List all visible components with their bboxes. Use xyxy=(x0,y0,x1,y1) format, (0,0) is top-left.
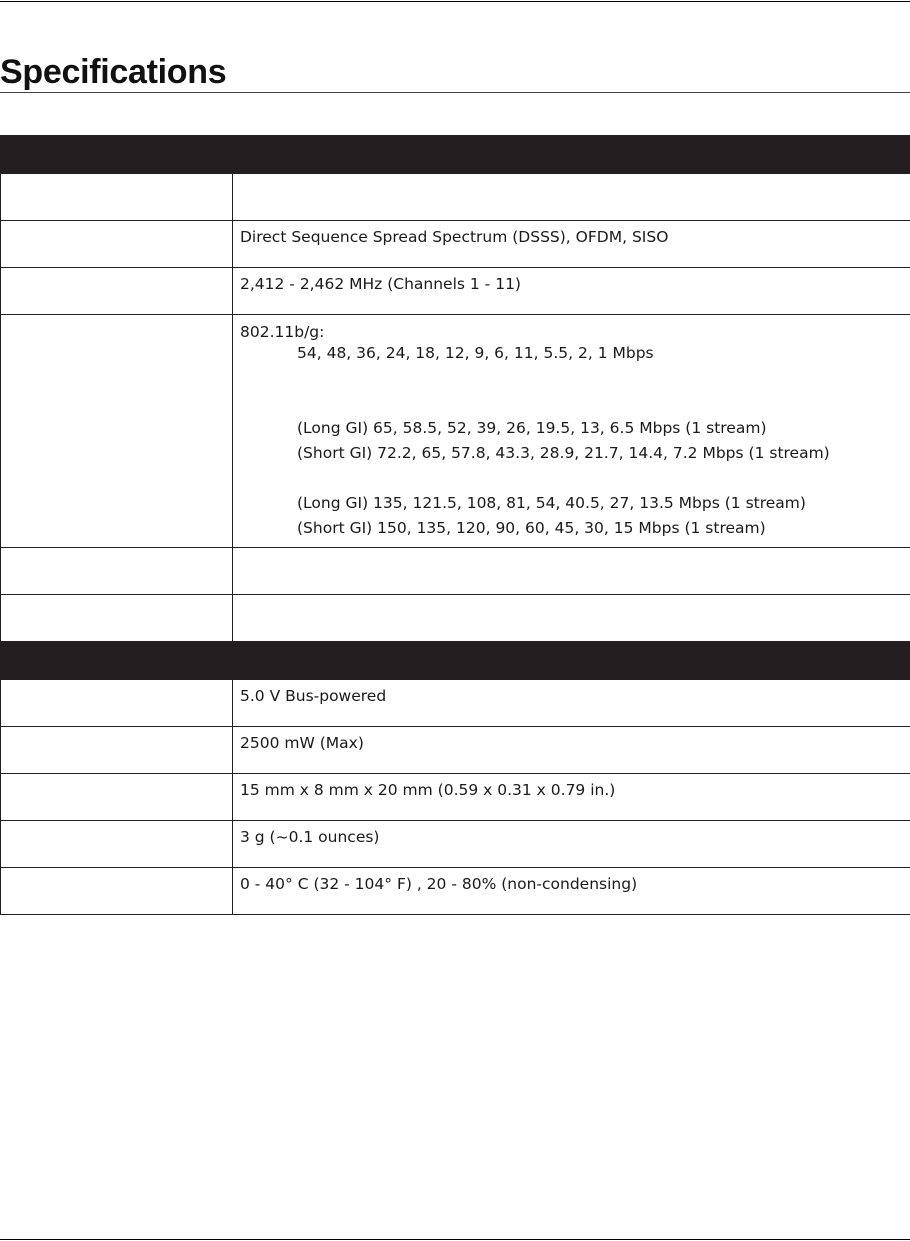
table-row xyxy=(1,774,910,821)
section-header-physical xyxy=(1,642,910,680)
spec-label xyxy=(1,221,233,268)
spec-label xyxy=(1,727,233,774)
spec-value: 5.0 V Bus-powered xyxy=(233,680,910,727)
section-header-wireless xyxy=(1,136,910,174)
spec-label xyxy=(1,868,233,915)
spec-label xyxy=(1,548,233,595)
table-row xyxy=(1,595,910,642)
table-row xyxy=(1,868,910,915)
spec-label xyxy=(1,268,233,315)
table-row-data-rates xyxy=(1,315,910,548)
table-row xyxy=(1,727,910,774)
data-rates-value xyxy=(233,315,910,548)
rate-spacer xyxy=(240,466,910,491)
table-row xyxy=(1,174,910,221)
spec-label xyxy=(1,680,233,727)
section-header-bar xyxy=(1,136,910,174)
spec-label xyxy=(1,821,233,868)
table-row xyxy=(1,221,910,268)
rate-spacer xyxy=(240,364,910,416)
spec-label xyxy=(1,174,233,221)
table-row xyxy=(1,680,910,727)
specifications-table xyxy=(0,135,910,915)
spec-label xyxy=(1,595,233,642)
spec-value xyxy=(233,174,910,221)
rate-line-n20-long: (Long GI) 65, 58.5, 52, 39, 26, 19.5, 13, 6.5 Mbps (1 stream) xyxy=(297,419,767,437)
page-title: Specifications xyxy=(0,53,227,91)
spec-value: 3 g (~0.1 ounces) xyxy=(233,821,910,868)
table-row xyxy=(1,268,910,315)
table-row xyxy=(1,821,910,868)
rate-line-n20-short: (Short GI) 72.2, 65, 57.8, 43.3, 28.9, 21.7, 14.4, 7.2 Mbps (1 stream) xyxy=(297,444,830,462)
spec-label xyxy=(1,774,233,821)
title-divider xyxy=(0,92,910,93)
spec-value: 0 - 40° C (32 - 104° F) , 20 - 80% (non-condensing) xyxy=(233,868,910,915)
rate-header-bg: 802.11b/g: xyxy=(240,323,325,341)
rate-line-bg: 54, 48, 36, 24, 18, 12, 9, 6, 11, 5.5, 2, 1 Mbps xyxy=(297,344,654,362)
rate-line-n40-long: (Long GI) 135, 121.5, 108, 81, 54, 40.5, 27, 13.5 Mbps (1 stream) xyxy=(297,494,806,512)
spec-value: 15 mm x 8 mm x 20 mm (0.59 x 0.31 x 0.79 in.) xyxy=(233,774,910,821)
spec-value: Direct Sequence Spread Spectrum (DSSS), OFDM, SISO xyxy=(233,221,910,268)
spec-value xyxy=(233,595,910,642)
spec-value: 2500 mW (Max) xyxy=(233,727,910,774)
spec-value xyxy=(233,548,910,595)
table-row xyxy=(1,548,910,595)
section-header-bar xyxy=(1,642,910,680)
spec-label xyxy=(1,315,233,548)
rate-line-n40-short: (Short GI) 150, 135, 120, 90, 60, 45, 30, 15 Mbps (1 stream) xyxy=(297,519,766,537)
spec-value: 2,412 - 2,462 MHz (Channels 1 - 11) xyxy=(233,268,910,315)
top-rule xyxy=(0,1,910,2)
bottom-rule xyxy=(0,1239,910,1240)
